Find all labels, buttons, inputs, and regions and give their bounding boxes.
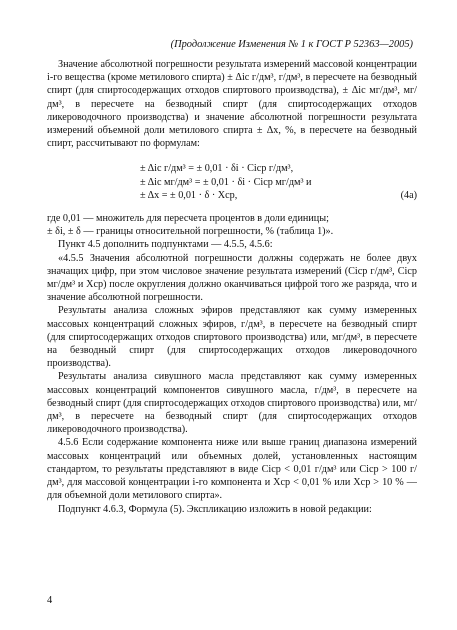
paragraph: 4.5.6 Если содержание компонента ниже или выше границ диапазона измерений массовых концентраций или объемных долей, установленных настоящим стандартом, то результаты представляют в виде Cicp < 0,01 г/дм³ или Cicp > 100 г/дм³, для массовой концентрации i-го компонента и Xср < 0,01 % или Xср > 10 % — для объемной доли метилового спирта». [47,437,417,502]
formula-line [47,162,417,175]
formula-text: ± Δx = ± 0,01 · δ · Xср, [140,189,238,201]
paragraph: ± δi, ± δ — границы относительной погрешности, % (таблица 1)». [47,226,334,238]
paragraph: Результаты анализа сивушного масла представляют как сумму измеренных массовых концентраций компонентов сивушного масла, г/дм³, в пересчете на безводный спирт (для спиртосодержащих отходов спиртового производства) или, мг/дм³, в пересчете на безводный спирт (для спиртосодержащих отходов ликероводочного производства). [47,371,417,436]
paragraph: Пункт 4.5 дополнить подпунктами — 4.5.5, 4.5.6: [58,239,273,251]
paragraph: «4.5.5 Значения абсолютной погрешности должны содержать не более двух значащих цифр, при этом числовое значение результата измерений (Cicp г/дм³, Cicp мг/дм³ и Xср) после округления должно оканчиваться цифрой того же разряда, что и значение абсолютной погрешности. [47,252,417,304]
paragraph: Подпункт 4.6.3, Формула (5). Экспликацию изложить в новой редакции: [58,503,372,515]
page-number: 4 [47,595,53,606]
paragraph: где 0,01 — множитель для пересчета процентов в доли единицы; [47,213,329,225]
running-header: (Продолжение Изменения № 1 к ГОСТ Р 52363—2005) [170,39,413,50]
formula-line [47,176,417,189]
formula-text: ± Δic мг/дм³ = ± 0,01 · δi · Cicp мг/дм³ и [140,176,312,188]
formula-number: (4а) [400,189,417,201]
paragraph: Значение абсолютной погрешности результата измерений массовой концентрации i-го вещества (кроме метилового спирта) ± Δic г/дм³, г/дм³, в пересчете на безводный спирт (для спиртосодержащих отходов спиртового производства), ± Δic мг/дм³, мг/дм³, в пересчете на безводный спирт (для спиртосодержащих отходов ликероводочного производства) и значение абсолютной погрешности результата измерений объемной доли метилового спирта ± Δx, %, в пересчете на безводный спирт, рассчитывают по формулам: [47,59,417,150]
paragraph: Результаты анализа сложных эфиров представляют как сумму измеренных массовых концентраций сложных эфиров, г/дм³, в пересчете на безводный спирт (для спиртосодержащих отходов спиртового производства) или, мг/дм³, в пересчете на безводный спирт (для спиртосодержащих отходов ликероводочного производства). [47,305,417,370]
body-text [47,58,417,516]
formula-text: ± Δic г/дм³ = ± 0,01 · δi · Cicp г/дм³, [140,163,294,175]
formula-line [47,189,417,202]
